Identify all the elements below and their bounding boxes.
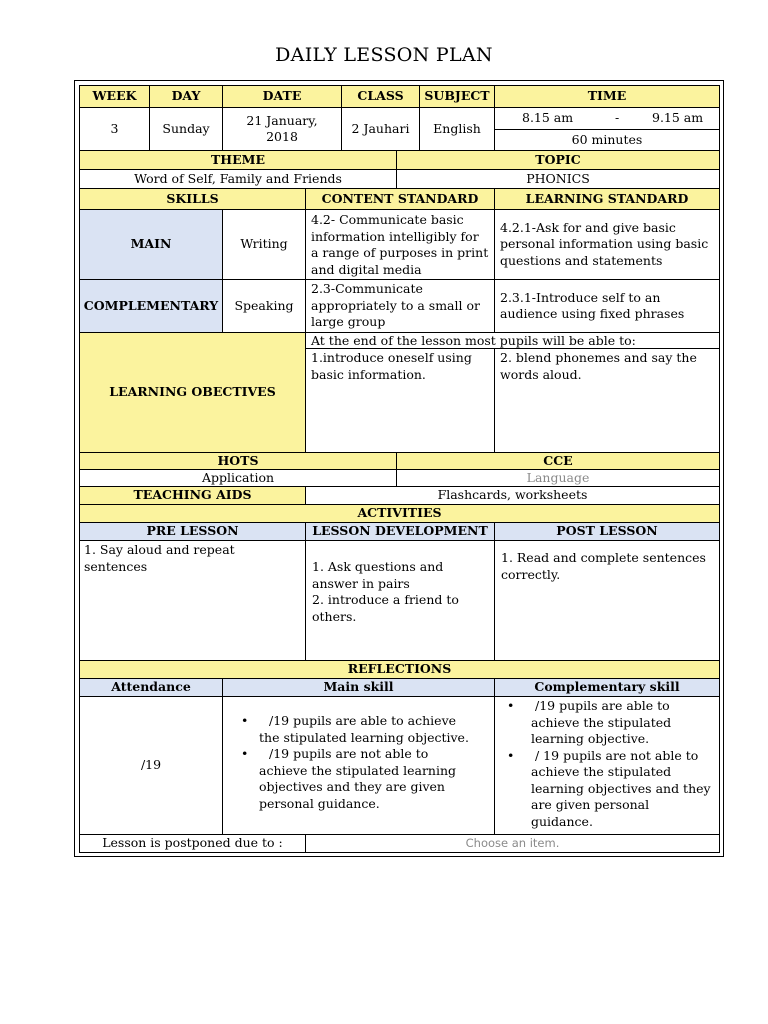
main-skill-reflection — [222, 696, 495, 835]
page-title: DAILY LESSON PLAN — [275, 44, 493, 66]
class-value: 2 Jauhari — [341, 107, 420, 151]
topic-header: TOPIC — [396, 150, 720, 170]
subject-value: English — [419, 107, 495, 151]
attendance-header: Attendance — [79, 678, 223, 697]
day-header: DAY — [149, 85, 223, 108]
complementary-skill-reflection — [494, 696, 720, 835]
complementary-content-standard: 2.3-Communicate appropriately to a small or large group — [305, 279, 495, 333]
hots-header: HOTS — [79, 452, 397, 470]
main-learning-standard: 4.2.1-Ask for and give basic personal information using basic questions and statements — [494, 209, 720, 280]
post-lesson-header: POST LESSON — [494, 522, 720, 541]
subject-header: SUBJECT — [419, 85, 495, 108]
main-reflection-bullet-1: • /19 pupils are able to achieve the stipulated learning objective. — [229, 713, 480, 746]
complementary-learning-standard: 2.3.1-Introduce self to an audience using fixed phrases — [494, 279, 720, 333]
development-item-1: 1. Ask questions and answer in pairs — [312, 559, 444, 591]
lesson-plan-table — [79, 85, 720, 853]
time-dash: - — [615, 110, 620, 126]
learning-standard-header: LEARNING STANDARD — [494, 188, 720, 210]
topic-value: PHONICS — [396, 169, 720, 189]
teaching-aids-value: Flashcards, worksheets — [305, 486, 720, 505]
cce-header: CCE — [396, 452, 720, 470]
reflections-header: REFLECTIONS — [79, 660, 720, 679]
cce-value[interactable]: Language — [396, 469, 720, 487]
content-standard-header: CONTENT STANDARD — [305, 188, 495, 210]
lesson-development-content — [305, 540, 495, 661]
complementary-skill: Speaking — [222, 279, 306, 333]
comp-reflection-bullet-2: • / 19 pupils are not able to achieve the stipulated learning objectives and they are given personal guidance. — [501, 748, 711, 831]
lesson-development-header: LESSON DEVELOPMENT — [305, 522, 495, 541]
postponed-label: Lesson is postponed due to : — [79, 834, 306, 853]
theme-header: THEME — [79, 150, 397, 170]
main-skill: Writing — [222, 209, 306, 280]
date-value — [222, 107, 342, 151]
pre-lesson-header: PRE LESSON — [79, 522, 306, 541]
main-label: MAIN — [79, 209, 223, 280]
date-line1: 21 January, — [246, 112, 318, 128]
objective-1: 1.introduce oneself using basic information. — [305, 348, 495, 453]
main-content-standard: 4.2- Communicate basic information intelligibly for a range of purposes in print and digital media — [305, 209, 495, 280]
development-item-2: 2. introduce a friend to others. — [312, 592, 459, 624]
postponed-dropdown[interactable]: Choose an item. — [305, 834, 720, 853]
class-header: CLASS — [341, 85, 420, 108]
time-header: TIME — [494, 85, 720, 108]
main-reflection-bullet-2: • /19 pupils are not able to achieve the stipulated learning objectives and they are given personal guidance. — [229, 746, 480, 812]
complementary-label: COMPLEMENTARY — [79, 279, 223, 333]
learning-objectives-label: LEARNING OBECTIVES — [79, 332, 306, 453]
week-header: WEEK — [79, 85, 150, 108]
objective-2: 2. blend phonemes and say the words aloud. — [494, 348, 720, 453]
comp-reflection-bullet-1: • /19 pupils are able to achieve the stipulated learning objective. — [501, 698, 711, 748]
day-value: Sunday — [149, 107, 223, 151]
time-range — [494, 107, 720, 130]
hots-value: Application — [79, 469, 397, 487]
week-value: 3 — [79, 107, 150, 151]
date-header: DATE — [222, 85, 342, 108]
time-start: 8.15 am — [522, 110, 574, 126]
activities-header: ACTIVITIES — [79, 504, 720, 523]
attendance-value: /19 — [79, 696, 223, 835]
post-lesson-content: 1. Read and complete sentences correctly. — [494, 540, 720, 661]
skills-header: SKILLS — [79, 188, 306, 210]
time-end: 9.15 am — [652, 110, 704, 126]
theme-value: Word of Self, Family and Friends — [79, 169, 397, 189]
teaching-aids-label: TEACHING AIDS — [79, 486, 306, 505]
main-skill-header: Main skill — [222, 678, 495, 697]
duration-value: 60 minutes — [494, 129, 720, 151]
complementary-skill-header: Complementary skill — [494, 678, 720, 697]
objectives-intro: At the end of the lesson most pupils will be able to: — [305, 332, 720, 349]
date-line2: 2018 — [266, 129, 298, 144]
pre-lesson-content: 1. Say aloud and repeat sentences — [79, 540, 306, 661]
